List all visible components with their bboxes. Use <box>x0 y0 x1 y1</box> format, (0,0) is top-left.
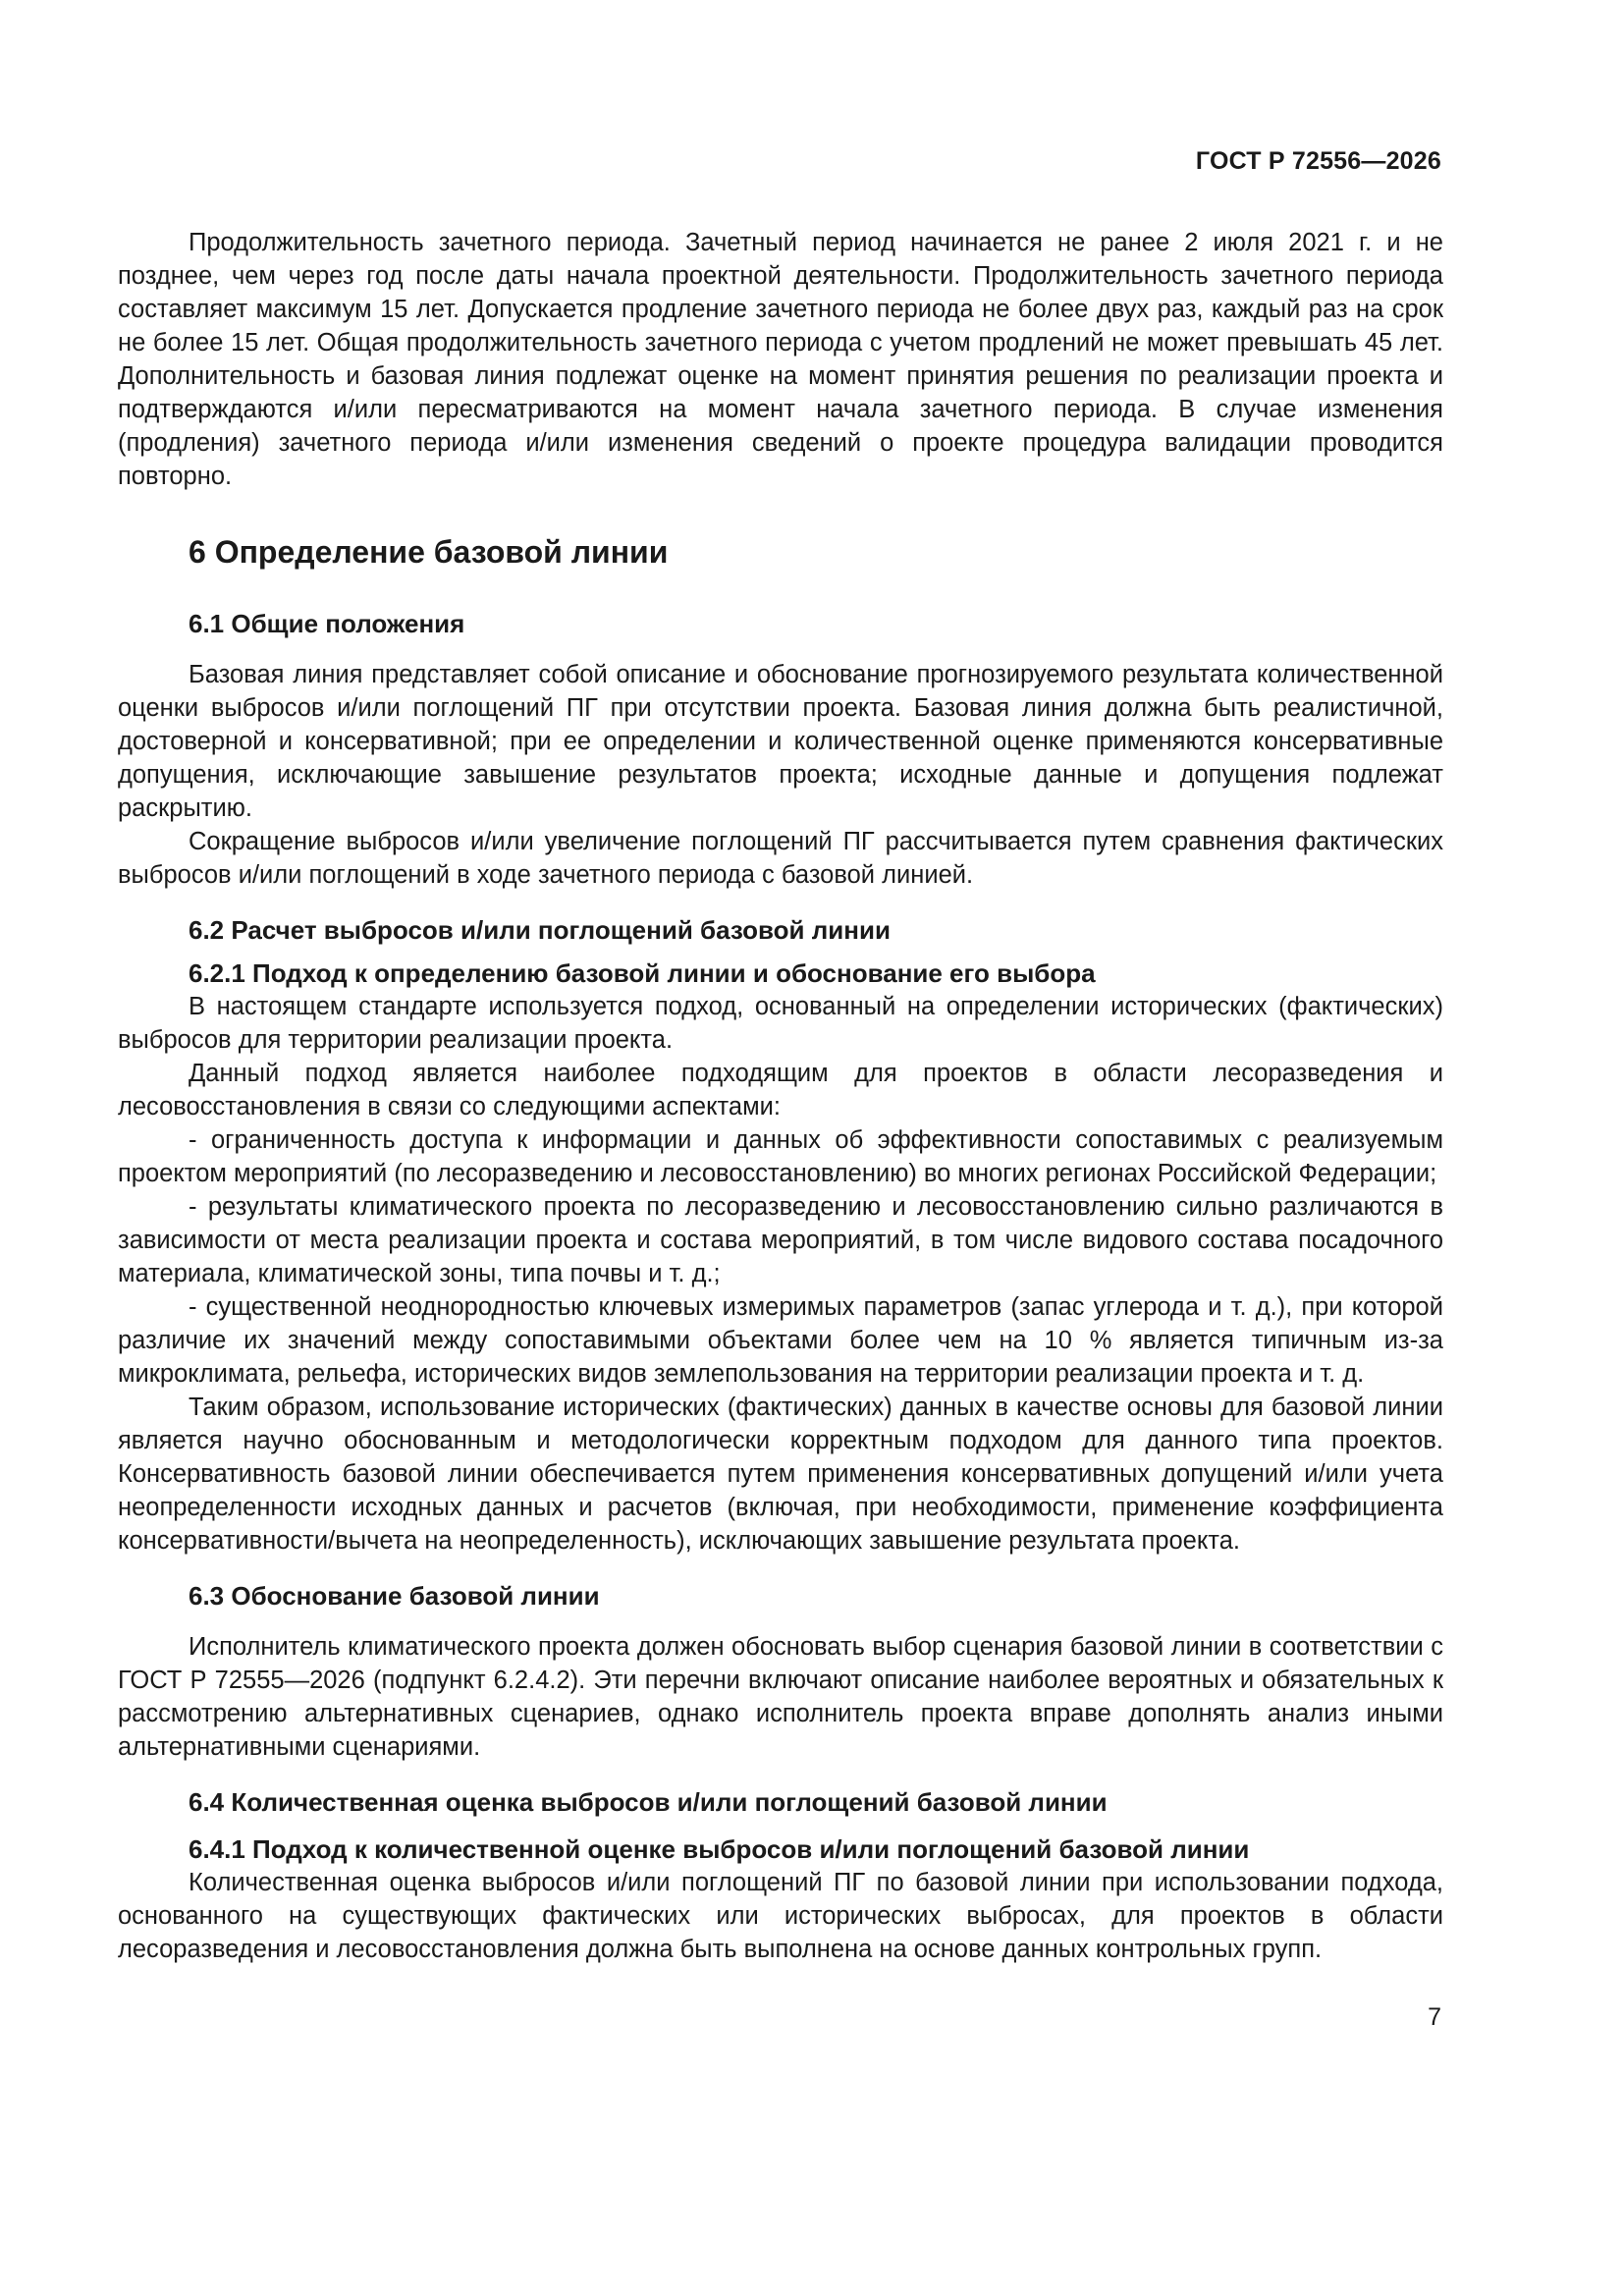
section-6-3-heading: 6.3 Обоснование базовой линии <box>189 1581 600 1611</box>
section-6-2-1-heading: 6.2.1 Подход к определению базовой линии и обоснование его выбора <box>189 958 1096 988</box>
section-6-4-heading: 6.4 Количественная оценка выбросов и/или поглощений базовой линии <box>189 1787 1108 1817</box>
list-item: - ограниченность доступа к информации и данных об эффективности сопоставимых с реализуемым проектом мероприятий (по лесоразведению и лесовосстановлению) во многих регионах Российской Федерации; <box>118 1126 1443 1187</box>
document-code: ГОСТ Р 72556—2026 <box>1195 147 1441 175</box>
list-item: - существенной неоднородностью ключевых измеримых параметров (запас углерода и т. д.), при которой различие их значений между сопоставимыми объектами более чем на 10 % является типичным из-за микроклимата, рельефа, исторических видов землепользования на территории реализации проекта и т. д. <box>118 1293 1443 1388</box>
page-number: 7 <box>1428 2003 1441 2031</box>
paragraph: Базовая линия представляет собой описание и обоснование прогнозируемого результата количественной оценки выбросов и/или поглощений ПГ при отсутствии проекта. Базовая линия должна быть реалистичной, достоверной и консервативной; при ее определении и количественной оценке применяются консервативные допущения, исключающие завышение результатов проекта; исходные данные и допущения подлежат раскрытию. <box>118 661 1443 822</box>
paragraph: Исполнитель климатического проекта должен обосновать выбор сценария базовой линии в соответствии с ГОСТ Р 72555—2026 (подпункт 6.2.4.2). Эти перечни включают описание наиболее вероятных и обязательных к рассмотрению альтернативных сценариев, однако исполнитель проекта вправе дополнять анализ иными альтернативными сценариями. <box>118 1633 1443 1761</box>
paragraph: Продолжительность зачетного периода. Зачетный период начинается не ранее 2 июля 2021 г. и не позднее, чем через год после даты начала проектной деятельности. Продолжительность зачетного периода составляет максимум 15 лет. Допускается продление зачетного периода не более двух раз, каждый раз на срок не более 15 лет. Общая продолжительность зачетного периода с учетом продлений не может превышать 45 лет. Дополнительность и базовая линия подлежат оценке на момент принятия решения по реализации проекта и подтверждаются и/или пересматриваются на момент начала зачетного периода. В случае изменения (продления) зачетного периода и/или изменения сведений о проекте процедура валидации проводится повторно. <box>118 229 1443 490</box>
section-6-heading: 6 Определение базовой линии <box>189 534 669 570</box>
section-6-1-heading: 6.1 Общие положения <box>189 609 465 638</box>
section-6-4-1-heading: 6.4.1 Подход к количественной оценке выбросов и/или поглощений базовой линии <box>189 1834 1250 1864</box>
paragraph: Сокращение выбросов и/или увеличение поглощений ПГ рассчитывается путем сравнения фактических выбросов и/или поглощений в ходе зачетного периода с базовой линией. <box>118 828 1443 889</box>
document-body <box>118 226 1443 1966</box>
paragraph: Таким образом, использование исторических (фактических) данных в качестве основы для базовой линии является научно обоснованным и методологически корректным подходом для данного типа проектов. Консервативность базовой линии обеспечивается путем применения консервативных допущений и/или учета неопределенности исходных данных и расчетов (включая, при необходимости, применение коэффициента консервативности/вычета на неопределенность), исключающих завышение результата проекта. <box>118 1394 1443 1555</box>
paragraph: Количественная оценка выбросов и/или поглощений ПГ по базовой линии при использовании подхода, основанного на существующих фактических или исторических выбросах, для проектов в области лесоразведения и лесовосстановления должна быть выполнена на основе данных контрольных групп. <box>118 1869 1443 1963</box>
paragraph: Данный подход является наиболее подходящим для проектов в области лесоразведения и лесовосстановления в связи со следующими аспектами: <box>118 1060 1443 1121</box>
list-item: - результаты климатического проекта по лесоразведению и лесовосстановлению сильно различаются в зависимости от места реализации проекта и состава мероприятий, в том числе видового состава посадочного материала, климатической зоны, типа почвы и т. д.; <box>118 1193 1443 1287</box>
paragraph: В настоящем стандарте используется подход, основанный на определении исторических (фактических) выбросов для территории реализации проекта. <box>118 993 1443 1054</box>
section-6-2-heading: 6.2 Расчет выбросов и/или поглощений базовой линии <box>189 915 891 945</box>
